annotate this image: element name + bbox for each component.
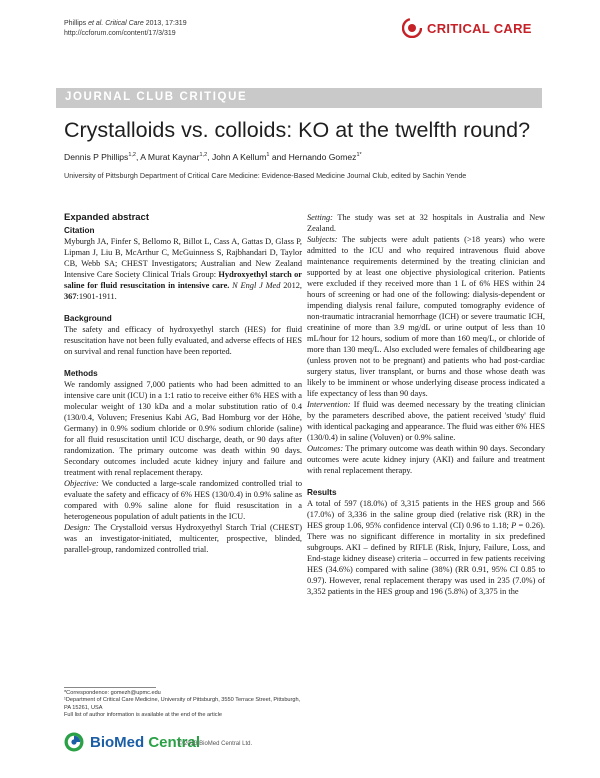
author-list: Dennis P Phillips$^{1,2}$, A Murat Kaynar$^{1,2}$, John A Kellum$^1$ and Hernando Gomez$^{1*}$ — [64, 152, 362, 162]
methods-heading: Methods — [64, 369, 98, 378]
running-header — [64, 19, 187, 39]
critical-care-swirl-icon — [402, 18, 422, 38]
biomed-central-text: BioMed Central — [90, 733, 201, 751]
background-heading: Background — [64, 314, 112, 323]
journal-citation-line: Phillips et al. Critical Care 2013, 17:319 — [64, 20, 187, 27]
citation-heading: Citation — [64, 226, 95, 235]
objective-paragraph: Objective: We conducted a large-scale randomized controlled trial to evaluate the safety and efficacy of 6% HES (130/0.4) in 0.9% saline as compared with 0.9% saline alone for fluid resuscitation in a heterogeneous population of adult patients in the ICU. — [64, 479, 302, 521]
background-paragraph: The safety and efficacy of hydroxyethyl starch (HES) for fluid resuscitation have not been fully evaluated, and adverse effects of HES on survival and renal function have been reported. — [64, 325, 302, 356]
design-paragraph: Design: The Crystalloid versus Hydroxyethyl Starch Trial (CHEST) was an investigator-initiated, multicenter, prospective, blinded, parallel-group, randomized controlled trial. — [64, 523, 302, 554]
correspondence-note: *Correspondence: gomezh@upmc.edu — [64, 690, 161, 696]
biomed-central-emblem-icon — [64, 732, 84, 752]
expanded-abstract-heading: Expanded abstract — [64, 212, 149, 223]
left-column — [64, 212, 302, 555]
results-paragraph: A total of 597 (18.0%) of 3,315 patients in the HES group and 566 (17.0%) of 3,336 in the saline group died (relative risk (RR) in the HES group 1.06, 95% confidence interval (CI) 0.96 to 1.18; P = 0.26). There was no significant difference in mortality in six predefined subgroups. AKI – defined by RIFLE (Risk, Injury, Failure, Loss, and End-stage kidney disease) criteria – occurred in few patients receiving HES (34.6%) compared with saline (38%) (RR 0.91, 95% CI 0.85 to 0.97). However, renal replacement therapy was used in 235 (7.0%) of 3,352 patients in the HES group and 196 (5.8%) of 3,375 in the — [307, 499, 545, 596]
article-title: Crystalloids vs. colloids: KO at the twelfth round? — [64, 118, 531, 142]
right-column — [307, 212, 545, 597]
footnotes — [64, 690, 302, 720]
results-heading: Results — [307, 488, 337, 497]
critical-care-logo — [402, 18, 532, 38]
subjects-paragraph: Subjects: The subjects were adult patients (>18 years) who were admitted to the ICU and who required intravenous fluid above maintenance requirements determined by the treating clinician and supported by at least one objective physiological criterion. Patients were excluded if they received more than 1 L of 6% HES within 24 hours of screening or had one of the following: dialysis-dependent or impending dialysis renal failure, computed tomography evidence of non-traumatic intracranial hemorrhage (ICH) or severe traumatic ICH, creatinine of more than 3.9 mg/dL or urine output of less than 10 mL/hour for 12 hours, sodium of more than 160 meq/L, or chloride of more than 130 meq/L. Also excluded were females of childbearing age (unless proven not to be pregnant) and patients who had post-cardiac surgery status, liver transplant, or burns and those whose death was likely to be imminent or whose underlying disease process indicated a life expectancy of less than 90 days. — [307, 235, 545, 398]
footnote-divider — [64, 687, 156, 688]
article-url[interactable]: http://ccforum.com/content/17/3/319 — [64, 30, 176, 37]
section-banner — [56, 88, 542, 108]
department-note: ¹Department of Critical Care Medicine, University of Pittsburgh, 3550 Terrace Street, Pittsburgh, PA 15261, USA — [64, 697, 301, 711]
setting-paragraph: Setting: The study was set at 32 hospitals in Australia and New Zealand. — [307, 213, 545, 233]
logo-text: CRITICAL CARE — [427, 20, 532, 36]
copyright-notice: © 2013 BioMed Central Ltd. — [178, 741, 253, 747]
citation-paragraph: Myburgh JA, Finfer S, Bellomo R, Billot L, Cass A, Gattas D, Glass P, Lipman J, Liu B, McArthur C, McGuinness S, Rajbhandari D, Taylor CB, Webb SA; CHEST Investigators; Australian and New Zealand Intensive Care Society Clinical Trials Group: Hydroxyethyl starch or saline for fluid resuscitation in intensive care. N Engl J Med 2012, 367:1901-1911. — [64, 237, 303, 301]
author-info-note: Full list of author information is available at the end of the article — [64, 712, 222, 719]
intervention-paragraph: Intervention: If fluid was deemed necessary by the treating clinician by the parameters described above, the patient received 'study' fluid with identical packaging and appearance. The fluid was either 6% HES (130/0.4) in saline (Voluven) or 0.9% saline. — [307, 400, 545, 442]
outcomes-paragraph: Outcomes: The primary outcome was death within 90 days. Secondary outcomes were acute kidney injury (AKI) and failure and treatment with renal replacement therapy. — [307, 444, 545, 475]
methods-paragraph: We randomly assigned 7,000 patients who had been admitted to an intensive care unit (ICU) in a 1:1 ratio to receive either 6% HES with a molecular weight of 130 kDa and a molar substitution ratio of 0.4 (130/0.4, Voluven; Fresenius Kabi AG, Bad Homburg vor der Höhe, Germany) in 0.9% sodium chloride or 0.9% sodium chloride (saline) for all fluid resuscitation until ICU discharge, death, or 90 days after randomization. The primary outcome was death within 90 days. Secondary outcomes included acute kidney injury and failure and treatment with renal replacement therapy. — [64, 380, 302, 477]
section-label: JOURNAL CLUB CRITIQUE — [65, 91, 248, 103]
affiliation: University of Pittsburgh Department of Critical Care Medicine: Evidence-Based Medicine Journal Club, edited by Sachin Yende — [64, 171, 467, 180]
